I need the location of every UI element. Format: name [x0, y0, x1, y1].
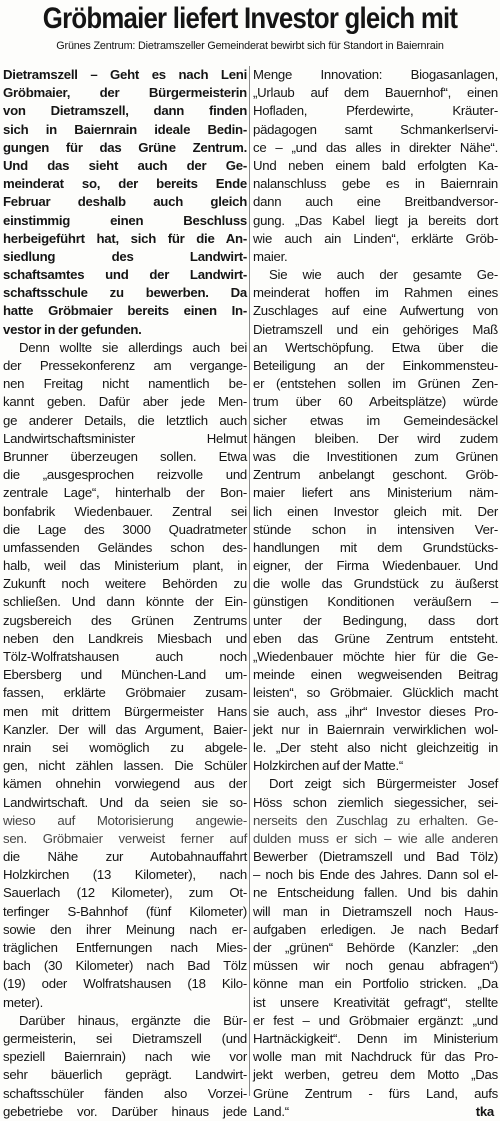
- article-line: Landwirtschaft. Und da seien sie so-: [3, 794, 247, 810]
- article-lead-line: schaftsamtes und der Landwirt-: [3, 267, 247, 283]
- article-line: müssen wir noch genau abfragen“): [253, 958, 498, 974]
- article-lead-line: vestor in der gefunden.: [3, 321, 142, 337]
- article-line: speziell Baiernrain) nach wie vor: [3, 1049, 247, 1065]
- article-column-right: [253, 66, 498, 1121]
- article-line: will man in Dietramszell noch Haus-: [253, 903, 498, 919]
- article-line: an Wertschöpfung. Etwa über die: [253, 339, 498, 355]
- article-line: eben das Grüne Zentrum entsteht.: [253, 630, 498, 646]
- article-line: maier.: [253, 248, 288, 264]
- article-lead-line: meinderat so, der bereits Ende: [3, 176, 247, 192]
- author-initials: tka: [475, 1103, 494, 1119]
- article-line: jekt nur in Baiernrain verwirklichen wol-: [253, 721, 498, 737]
- article-line: sie auch, ass „ihr“ Investor dieses Pro-: [253, 703, 498, 719]
- article-line: die „ausgesprochen reizvolle und: [3, 467, 247, 483]
- article-lead-line: von Dietramszell, dann finden: [3, 103, 247, 119]
- article-line: die Lage des 3000 Quadratmeter: [3, 521, 247, 537]
- article-line: ge anderer Details, die letztlich auch: [3, 412, 247, 428]
- article-line: der Pressekonferenz am vergange-: [3, 358, 247, 373]
- article-line: terfinger S-Bahnhof (fünf Kilometer): [3, 903, 247, 919]
- article-line: ne Entscheidung fallen. Und bis dahin: [253, 885, 498, 901]
- article-line: Hartnäckigkeit“. Denn im Ministerium: [253, 1030, 498, 1046]
- article-line: Denn wollte sie allerdings auch bei: [19, 339, 247, 355]
- article-line: zugsbereich des Grünen Zentrums: [3, 612, 247, 628]
- article-line: meinde einen wegweisenden Beitrag: [253, 667, 498, 683]
- article-line: die Nähe zur Autobahnauffahrt: [3, 849, 247, 865]
- article-line: meinderat hoffen im Rahmen eines: [253, 285, 498, 301]
- article-lead-line: herbeigeführt hat, sich für die An-: [3, 230, 247, 246]
- article-line: umfassenden Geländes schon des-: [3, 539, 247, 555]
- article-line: was die Investitionen zum Grünen: [253, 448, 498, 464]
- article-line: nerseits den Zuschlag zu erhalten. Ge-: [253, 812, 498, 828]
- article-line: leisten“, so Gröbmaier. Glücklich macht: [253, 685, 498, 701]
- article-line: Dietramszell und ein gehöriges Maß: [253, 321, 498, 337]
- article-line: ist unsere Kreativität gefragt“, stellte: [253, 994, 498, 1010]
- article-line: nalanschluss gebe es in Baiernrain: [253, 176, 498, 192]
- article-line: Zukunft noch weitere Behörden zu: [3, 576, 247, 592]
- article-line: maier liefert ans Ministerium näm-: [253, 485, 498, 501]
- article-line: sehr bäuerlich geprägt. Landwirt-: [3, 1067, 247, 1083]
- article-line: trum über 60 Arbeitsplätze) würde: [253, 394, 498, 410]
- article-line: neben den Landkreis Miesbach und: [3, 630, 247, 646]
- article-lead-line: einstimmig einen Beschluss: [3, 212, 247, 228]
- article-line: stünde schon in intensiven Ver-: [253, 521, 498, 537]
- article-lead-line: Und das sieht auch der Ge-: [3, 157, 247, 173]
- article-line: gebetriebe vor. Darüber hinaus jede: [3, 1103, 247, 1119]
- article-line: gen, nicht zählen lassen. Die Schüler: [3, 758, 247, 774]
- article-line: dulden muss er sich – wie alle anderen: [253, 830, 498, 846]
- article-lead-line: Februar deshalb auch gleich: [3, 194, 247, 210]
- article-line: wieso auf Motorisierung angewie-: [3, 812, 247, 828]
- article-line: (19) oder Wolfratshausen (18 Kilo-: [3, 976, 247, 992]
- article-line: kannt geben. Dafür aber jede Men-: [3, 394, 247, 410]
- article-line: Höss schon ziemlich siegessicher, sei-: [253, 794, 498, 810]
- article-line: Darüber hinaus, ergänzte die Bür-: [19, 1012, 247, 1028]
- article-line: jekt werben, getreu dem Motto „Das: [253, 1067, 498, 1083]
- article-line: schaftsschüler fänden also Vorzei-: [3, 1085, 247, 1101]
- article-line: gung. „Das Kabel liegt ja bereits dort: [253, 212, 498, 228]
- article-line: ce – „und das alles in direkter Nähe“.: [253, 139, 498, 155]
- article-line: bonfabrik Wiedenbauer. Zentral sei: [3, 503, 247, 519]
- article-line: kämen ohnehin vorwiegend aus der: [3, 776, 247, 792]
- article-line: – noch bis Ende des Jahres. Dann sol el-: [253, 867, 498, 883]
- article-line: Kanzler. Der will das Argument, Baier-: [3, 721, 247, 737]
- article-line: nen Freitag nicht namentlich be-: [3, 376, 247, 392]
- article-line: „Wiedenbauer möchte hier für die Ge-: [253, 649, 498, 664]
- article-line: Sauerlach (12 Kilometer), zum Ot-: [3, 885, 247, 901]
- article-line: zentrale Lage“, hinterhalb der Bon-: [3, 485, 247, 501]
- article-lead-line: Gröbmaier, der Bürgermeisterin: [3, 85, 247, 101]
- article-line: Sie wie auch der gesamte Ge-: [269, 267, 498, 283]
- article-lead-line: schaftsschule zu bewerben. Da: [3, 285, 247, 301]
- article-column-left: [3, 66, 247, 1121]
- article-lead-line: hatte Gröbmaier bereits einen In-: [3, 303, 247, 319]
- article-line: Holzkirchen (13 Kilometer), nach: [3, 867, 247, 883]
- article-line: Landwirtschaftsminister Helmut: [3, 430, 247, 446]
- article-line-with-author: [253, 1103, 498, 1121]
- article-line: pädagogen samt Schmankerlservi-: [253, 121, 498, 137]
- article-line: er (entstehen sollen im Grünen Zen-: [253, 376, 498, 392]
- article-line: „Urlaub auf dem Bauernhof“, einen: [253, 85, 498, 101]
- article-line: bach (30 Kilometer) nach Bad Tölz: [3, 958, 247, 974]
- article-line: günstigen Konditionen veräußern –: [253, 594, 498, 610]
- article-line: sowie den ihrer Meinung nach er-: [3, 921, 247, 937]
- article-line: Holzkirchen auf der Matte.“: [253, 758, 404, 774]
- article-line: wie auch ain Linden“, erklärte Gröb-: [253, 230, 498, 246]
- article-line: meter).: [3, 994, 44, 1010]
- article-line: Zuschlages auf eine Aufwertung von: [253, 303, 498, 319]
- article-line: dann auch eine Breitbandversor-: [253, 194, 498, 210]
- article-line: lich einen Investor gleich mit. Der: [253, 503, 498, 519]
- article-headline: Gröbmaier liefert Investor gleich mit: [42, 2, 458, 35]
- article-line: fassen, erklärte Gröbmaier zusam-: [3, 685, 247, 701]
- article-line: wolle man mit Nachdruck für das Pro-: [253, 1049, 498, 1065]
- article-line: Beteiligung an der Einkommensteu-: [253, 358, 498, 373]
- article-line: der „grünen“ Behörde (Kanzler: „den: [253, 940, 498, 955]
- article-line: träglichen Entfernungen nach Mies-: [3, 940, 247, 955]
- article-line: die wolle das Grundstück zu äußerst: [253, 576, 498, 592]
- article-line: aufgaben erledigen. Je nach Bedarf: [253, 921, 498, 937]
- article-line: unter der Bedingung, dass dort: [253, 612, 498, 628]
- article-lead-line: gungen für das Grüne Zentrum.: [3, 139, 247, 155]
- article-line: Ebersberg und München-Land um-: [3, 667, 247, 683]
- article-line: nrain sei womöglich zu abgele-: [3, 739, 247, 755]
- article-line: Brunner überzeugen sollen. Etwa: [3, 448, 247, 464]
- article-line: schließen. Und dann könnte der Ein-: [3, 594, 247, 610]
- article-line: Grüne Zentrum - fürs Land, aufs: [253, 1085, 498, 1101]
- article-line: men mit drittem Bürgermeister Hans: [3, 703, 247, 719]
- article-line: Und neben einem bald erfolgten Ka-: [253, 157, 498, 173]
- article-line: hängen bleiben. Der wird zudem: [253, 430, 498, 446]
- article-line: Dort zeigt sich Bürgermeister Josef: [269, 776, 498, 792]
- article-line: Bewerber (Dietramszell und Bad Tölz): [253, 849, 498, 865]
- article-line: Hofladen, Pferdewirte, Kräuter-: [253, 103, 498, 119]
- article-line: könne man ein Portfolio stricken. „Da: [253, 976, 498, 992]
- article-line: sen. Gröbmaier verweist ferner auf: [3, 830, 247, 846]
- article-line: Zentrum anbelangt geschont. Gröb-: [253, 467, 498, 483]
- article-line: le. „Der steht also nicht gleichzeitig in: [253, 739, 498, 755]
- article-subheadline: Grünes Zentrum: Dietramszeller Gemeinderat bewirbt sich für Standort in Baiernrain: [56, 40, 444, 52]
- article-line: germeisterin, sei Dietramszell (und: [3, 1030, 247, 1046]
- article-line: halb, weil das Ministerium plant, in: [3, 558, 247, 574]
- article-line: eigner, der Firma Wiedenbauer. Und: [253, 558, 498, 574]
- column-divider: [249, 66, 250, 1096]
- article-line: Menge Innovation: Biogasanlagen,: [253, 67, 498, 82]
- article-line: handlungen mit dem Grundstücks-: [253, 539, 498, 555]
- article-lead-line: Dietramszell – Geht es nach Leni: [3, 67, 247, 82]
- article-lead-line: sich in Baiernrain ideale Bedin-: [3, 121, 247, 137]
- article-lead-line: siedlung des Landwirt-: [3, 248, 247, 264]
- article-line: sicher etwas im Gemeindesäckel: [253, 412, 498, 428]
- article-line: Land.“: [253, 1103, 289, 1119]
- article-line: er fest – und Gröbmaier ergänzt: „und: [253, 1012, 498, 1028]
- article-line: Tölz-Wolfratshausen auch noch: [3, 649, 247, 664]
